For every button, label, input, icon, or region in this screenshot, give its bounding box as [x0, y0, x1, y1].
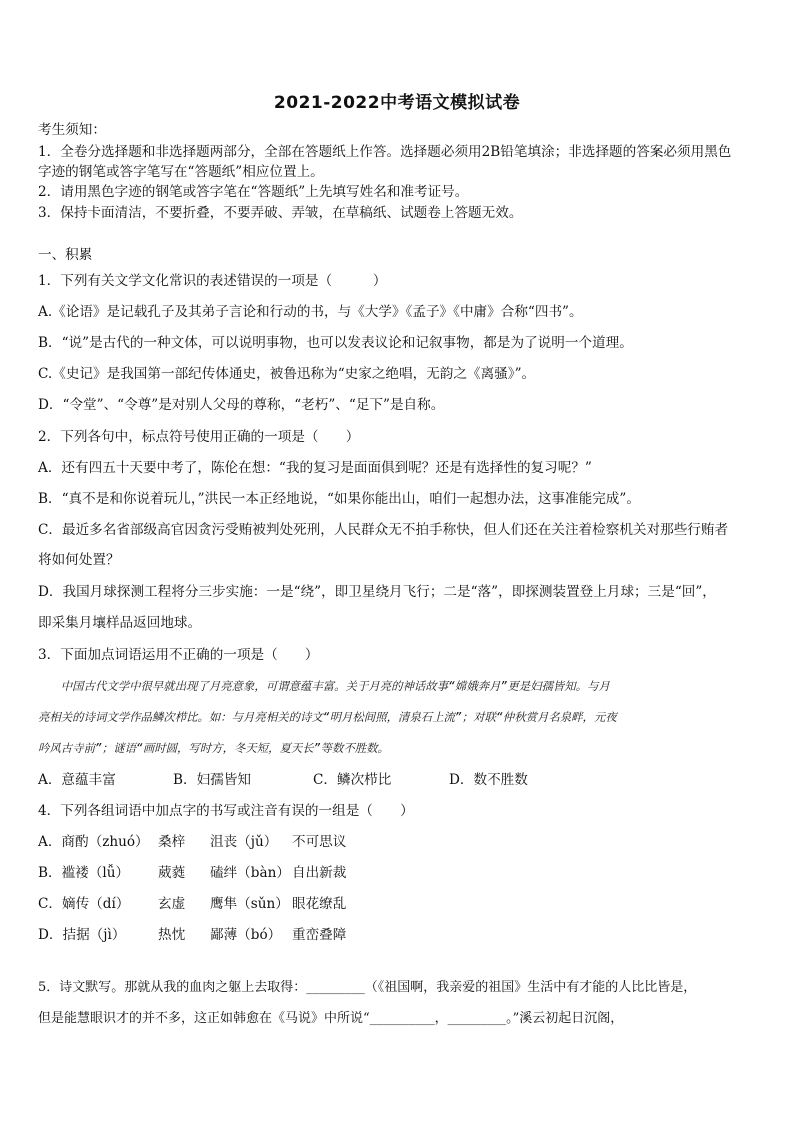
question-3-option-b: B．妇孺皆知	[173, 772, 251, 788]
question-4-option-d	[38, 926, 758, 944]
option-word: 眼花缭乱	[292, 896, 347, 912]
question-5-line: 5．诗文默写。那就从我的血肉之躯上去取得：_________（《祖国啊，我亲爱的祖国》生活中有才能的人比比皆是，	[38, 980, 697, 995]
option-word: 鹰隼（sǔn）	[210, 896, 289, 912]
question-1-option-c: C.《史记》是我国第一部纪传体通史，被鲁迅称为“史家之绝唱，无韵之《离骚》”。	[38, 366, 536, 382]
notice-item: 3．保持卡面清洁，不要折叠，不要弄破、弄皱，在草稿纸、试题卷上答题无效。	[38, 205, 523, 221]
question-2-option-c: C．最近多名省部级高官因贪污受贿被判处死刑，人民群众无不拍手称快，但人们还在关注着检察机关对那些行贿者	[38, 522, 729, 538]
section-heading: 一、积累	[38, 247, 93, 263]
option-word: 鄙薄（bó）	[210, 927, 282, 943]
question-4-option-b	[38, 864, 758, 882]
option-word: 不可思议	[292, 834, 347, 850]
question-2-stem: 2．下列各句中，标点符号使用正确的一项是（ ）	[38, 429, 360, 445]
notice-item: 字迹的钢笔或答字笔写在“答题纸”相应位置上。	[38, 164, 324, 180]
option-word: 热忱	[158, 927, 186, 943]
option-word: 磕绊（bàn）	[210, 865, 290, 881]
option-word: 自出新裁	[292, 865, 347, 881]
question-3-passage-line: 吟风古寺前”；谜语“画时圆，写时方，冬天短，夏天长”等数不胜数。	[38, 741, 389, 755]
option-word: 重峦叠障	[292, 927, 347, 943]
question-5-line: 但是能慧眼识才的并不多，这正如韩愈在《马说》中所说“__________，_________。”溪云初起日沉阁，	[38, 1011, 624, 1026]
question-3-options	[38, 771, 758, 789]
question-3-option-d: D．数不胜数	[449, 772, 528, 788]
question-1-option-d: D．“令堂”、“令尊”是对别人父母的尊称，“老朽”、“足下”是自称。	[38, 397, 445, 413]
page-title: 2021-2022中考语文模拟试卷	[273, 93, 521, 113]
question-3-option-c: C．鳞次栉比	[313, 772, 392, 788]
option-word: A．商酌（zhuó）	[38, 834, 149, 850]
notice-item: 1．全卷分选择题和非选择题两部分，全部在答题纸上作答。选择题必须用2B铅笔填涂；非选择题的答案必须用黑色	[38, 144, 732, 160]
option-word: 桑梓	[158, 834, 186, 850]
question-4-stem: 4．下列各组词语中加点字的书写或注音有误的一组是（ ）	[38, 803, 414, 819]
question-1-option-a: A.《论语》是记载孔子及其弟子言论和行动的书，与《大学》《孟子》《中庸》合称“四书”。	[38, 304, 583, 320]
option-word: D．拮据（jì）	[38, 927, 126, 943]
question-3-passage-line: 中国古代文学中很早就出现了月亮意象，可谓意蕴丰富。关于月亮的神话故事“嫦娥奔月”更是妇孺皆知。与月	[38, 679, 610, 693]
question-3-stem: 3．下面加点词语运用不正确的一项是（ ）	[38, 647, 319, 663]
question-2-option-d-cont: 即采集月壤样品返回地球。	[38, 615, 202, 631]
question-2-option-a: A．还有四五十天要中考了，陈伦在想：“我的复习是面面俱到呢？还是有选择性的复习呢？”	[38, 460, 592, 476]
question-3-passage-line: 亮相关的诗词文学作品鳞次栉比。如：与月亮相关的诗文“明月松间照，清泉石上流”；对联“仲秋赏月名泉畔，元夜	[38, 710, 617, 724]
question-4-option-a	[38, 833, 758, 851]
question-3-option-a: A．意蕴丰富	[38, 772, 116, 788]
question-1-stem: 1．下列有关文学文化常识的表述错误的一项是（ ）	[38, 273, 387, 289]
option-word: B．褴褛（lǚ）	[38, 865, 130, 881]
option-word: C．嫡传（dí）	[38, 896, 130, 912]
question-2-option-d: D．我国月球探测工程将分三步实施：一是“绕”，即卫星绕月飞行；二是“落”，即探测装置登上月球；三是“回”，	[38, 584, 716, 600]
notice-heading: 考生须知：	[38, 122, 106, 138]
question-4-option-c	[38, 895, 758, 913]
option-word: 玄虚	[158, 896, 186, 912]
option-word: 葳蕤	[158, 865, 186, 881]
question-1-option-b: B．“说”是古代的一种文体，可以说明事物，也可以发表议论和记叙事物，都是为了说明一个道理。	[38, 335, 633, 351]
notice-item: 2．请用黑色字迹的钢笔或答字笔在“答题纸”上先填写姓名和准考证号。	[38, 184, 469, 200]
question-2-option-c-cont: 将如何处置？	[38, 552, 120, 568]
question-2-option-b: B．“真不是和你说着玩儿，”洪民一本正经地说，“如果你能出山，咱们一起想办法，这事准能完成”。	[38, 491, 640, 507]
option-word: 沮丧（jǔ）	[210, 834, 278, 850]
